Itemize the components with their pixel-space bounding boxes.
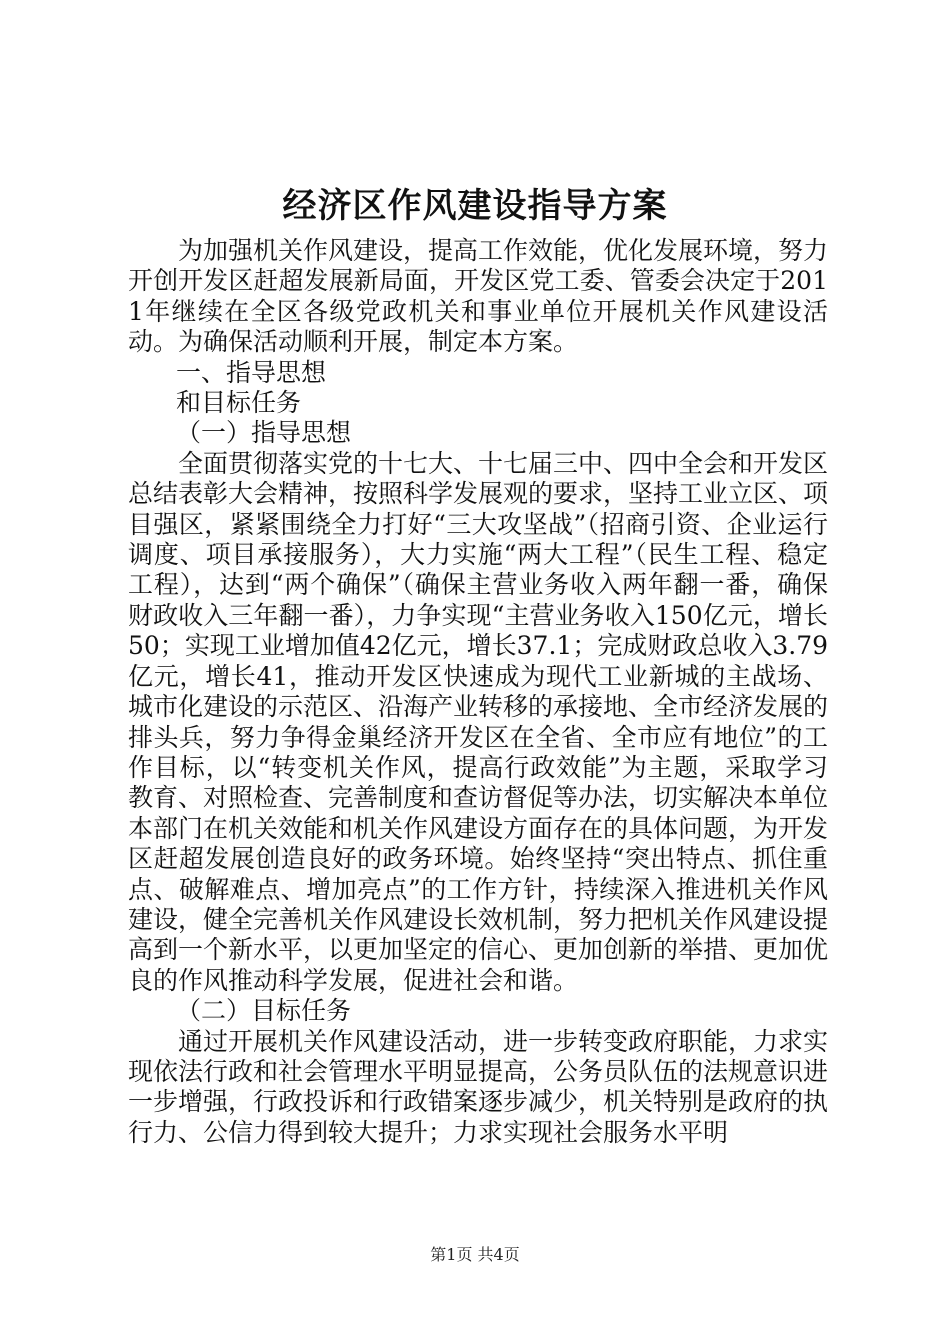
document-body bbox=[128, 236, 828, 1148]
page-number-footer: 第1页 共4页 bbox=[430, 1245, 520, 1264]
subsection-heading-2: （二）目标任务 bbox=[176, 996, 352, 1026]
intro-paragraph: 为加强机关作风建设，提高工作效能，优化发展环境，努力开创开发区赶超发展新局面，开发区党工委、管委会决定于2011年继续在全区各级党政机关和事业单位开展机关作风建设活动。为确保活动顺利开展，制定本方案。 bbox=[128, 236, 829, 357]
target-task-paragraph: 通过开展机关作风建设活动，进一步转变政府职能，力求实现依法行政和社会管理水平明显提高，公务员队伍的法规意识进一步增强，行政投诉和行政错案逐步减少，机关特别是政府的执行力、公信力得到较大提升；力求实现社会服务水平明 bbox=[128, 1026, 829, 1147]
section-heading-guiding-thought: 一、指导思想 bbox=[176, 357, 327, 387]
section-heading-continuation: 和目标任务 bbox=[176, 388, 302, 418]
document-title: 经济区作风建设指导方案 bbox=[282, 186, 668, 226]
subsection-heading-1: （一）指导思想 bbox=[176, 418, 352, 448]
guiding-thought-paragraph: 全面贯彻落实党的十七大、十七届三中、四中全会和开发区总结表彰大会精神，按照科学发展观的要求，坚持工业立区、项目强区，紧紧围绕全力打好“三大攻坚战”（招商引资、企业运行调度、项目承接服务），大力实施“两大工程”（民生工程、稳定工程），达到“两个确保”（确保主营业务收入两年翻一番，确保财政收入三年翻一番），力争实现“主营业务收入150亿元，增长50；实现工业增加值42亿元，增长37.1；完成财政总收入3.79亿元，增长41，推动开发区快速成为现代工业新城的主战场、城市化建设的示范区、沿海产业转移的承接地、全市经济发展的排头兵，努力争得金巢经济开发区在全省、全市应有地位”的工作目标，以“转变机关作风，提高行政效能”为主题，采取学习教育、对照检查、完善制度和查访督促等办法，切实解决本单位本部门在机关效能和机关作风建设方面存在的具体问题，为开发区赶超发展创造良好的政务环境。始终坚持“突出特点、抓住重点、破解难点、增加亮点”的工作方针，持续深入推进机关作风建设，健全完善机关作风建设长效机制，努力把机关作风建设提高到一个新水平，以更加坚定的信心、更加创新的举措、更加优良的作风推动科学发展，促进社会和谐。 bbox=[128, 448, 829, 995]
